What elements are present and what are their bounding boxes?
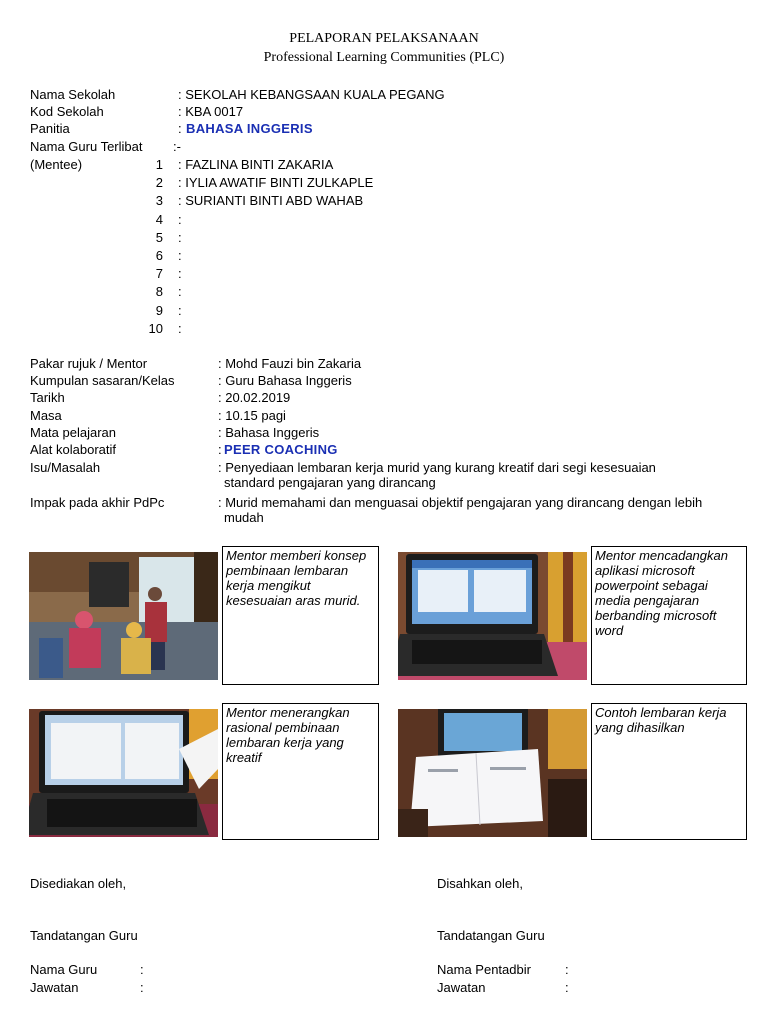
photo-worksheet bbox=[398, 709, 587, 837]
mentee-number: 2 bbox=[155, 175, 163, 190]
mentee-name: : IYLIA AWATIF BINTI ZULKAPLE bbox=[178, 175, 374, 190]
caption-4: Contoh lembaran kerja yang dihasilkan bbox=[591, 703, 747, 840]
mentor-label: Pakar rujuk / Mentor bbox=[30, 356, 148, 371]
panel-label: Panitia bbox=[30, 121, 70, 136]
mentee-label: (Mentee) bbox=[30, 157, 83, 172]
mentee-name: : bbox=[178, 248, 182, 263]
subject-label: Mata pelajaran bbox=[30, 425, 116, 440]
mentee-number: 1 bbox=[155, 157, 163, 172]
teacher-name-label: Nama Guru bbox=[30, 962, 98, 977]
admin-name-label: Nama Pentadbir bbox=[437, 962, 531, 977]
mentee-name: : bbox=[178, 212, 182, 227]
mentee-number: 10 bbox=[148, 321, 163, 336]
teacher-position-label: Jawatan bbox=[30, 980, 79, 995]
mentee-name: : bbox=[178, 266, 182, 281]
issue-label: Isu/Masalah bbox=[30, 460, 101, 475]
school-name-value: : SEKOLAH KEBANGSAAN KUALA PEGANG bbox=[178, 87, 445, 102]
tool-value: PEER COACHING bbox=[224, 442, 338, 457]
photo-classroom bbox=[29, 552, 218, 680]
caption-3: Mentor menerangkan rasional pembinaan lembaran kerja yang kreatif bbox=[222, 703, 379, 840]
approved-by-label: Disahkan oleh, bbox=[437, 876, 523, 891]
tool-colon: : bbox=[218, 442, 222, 457]
subject-value: : Bahasa Inggeris bbox=[218, 425, 320, 440]
teacher-position-colon: : bbox=[140, 980, 144, 995]
date-label: Tarikh bbox=[30, 390, 65, 405]
panel-colon: : bbox=[178, 121, 182, 136]
mentor-value: : Mohd Fauzi bin Zakaria bbox=[218, 356, 362, 371]
time-value: : 10.15 pagi bbox=[218, 408, 286, 423]
teachers-colon: :- bbox=[173, 139, 181, 154]
teacher-name-colon: : bbox=[140, 962, 144, 977]
school-name-label: Nama Sekolah bbox=[30, 87, 116, 102]
caption-2: Mentor mencadangkan aplikasi microsoft powerpoint sebagai media pengajaran berbanding microsoft word bbox=[591, 546, 747, 685]
group-label: Kumpulan sasaran/Kelas bbox=[30, 373, 175, 388]
photo-laptop-1 bbox=[398, 552, 587, 680]
teacher-signature-label: Tandatangan Guru bbox=[30, 928, 138, 943]
mentee-number: 7 bbox=[155, 266, 163, 281]
school-code-value: : KBA 0017 bbox=[178, 104, 244, 119]
issue-line-2: standard pengajaran yang dirancang bbox=[224, 475, 436, 490]
school-code-label: Kod Sekolah bbox=[30, 104, 104, 119]
mentee-number: 6 bbox=[155, 248, 163, 263]
mentee-name: : bbox=[178, 321, 182, 336]
mentee-name: : FAZLINA BINTI ZAKARIA bbox=[178, 157, 334, 172]
admin-position-colon: : bbox=[565, 980, 569, 995]
group-value: : Guru Bahasa Inggeris bbox=[218, 373, 352, 388]
issue-line-1: : Penyediaan lembaran kerja murid yang kurang kreatif dari segi kesesuaian bbox=[218, 460, 656, 475]
panel-value: BAHASA INGGERIS bbox=[186, 121, 313, 136]
mentee-name: : SURIANTI BINTI ABD WAHAB bbox=[178, 193, 364, 208]
photo-laptop-2 bbox=[29, 709, 218, 837]
teachers-label: Nama Guru Terlibat bbox=[30, 139, 143, 154]
prepared-by-label: Disediakan oleh, bbox=[30, 876, 127, 891]
mentee-name: : bbox=[178, 303, 182, 318]
report-title: PELAPORAN PELAKSANAAN bbox=[289, 31, 479, 46]
mentee-number: 4 bbox=[155, 212, 163, 227]
impact-line-2: mudah bbox=[224, 510, 264, 525]
report-subtitle: Professional Learning Communities (PLC) bbox=[263, 50, 505, 65]
impact-label: Impak pada akhir PdPc bbox=[30, 495, 165, 510]
date-value: : 20.02.2019 bbox=[218, 390, 291, 405]
mentee-name: : bbox=[178, 230, 182, 245]
admin-signature-label: Tandatangan Guru bbox=[437, 928, 545, 943]
tool-label: Alat kolaboratif bbox=[30, 442, 116, 457]
time-label: Masa bbox=[30, 408, 62, 423]
impact-line-1: : Murid memahami dan menguasai objektif pengajaran yang dirancang dengan lebih bbox=[218, 495, 703, 510]
admin-position-label: Jawatan bbox=[437, 980, 486, 995]
mentee-number: 9 bbox=[155, 303, 163, 318]
mentee-number: 5 bbox=[155, 230, 163, 245]
admin-name-colon: : bbox=[565, 962, 569, 977]
mentee-name: : bbox=[178, 284, 182, 299]
caption-1: Mentor memberi konsep pembinaan lembaran kerja mengikut kesesuaian aras murid. bbox=[222, 546, 379, 685]
mentee-number: 8 bbox=[155, 284, 163, 299]
mentee-number: 3 bbox=[155, 193, 163, 208]
